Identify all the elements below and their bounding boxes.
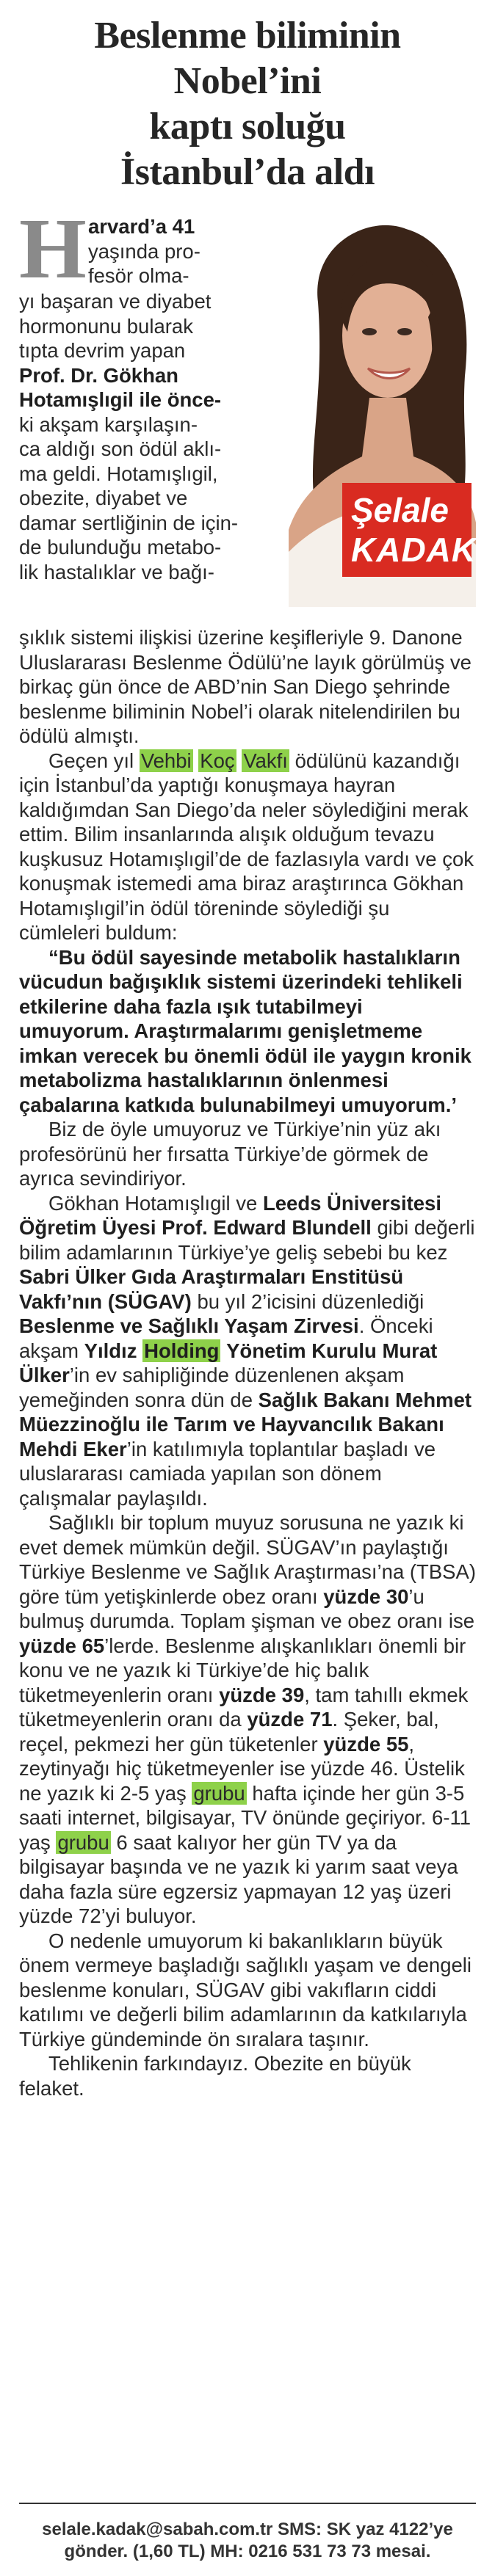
- paragraph-7: Tehlikenin farkındayız. Obezite en büyük felaket.: [19, 2052, 411, 2100]
- article-body: [19, 625, 476, 2100]
- lead-line: Hotamışlıgil ile önce-: [19, 388, 222, 411]
- author-byline: [342, 483, 477, 577]
- lead-line: lik hastalıklar ve bağı-: [19, 560, 214, 583]
- highlight: grubu: [193, 1781, 245, 1805]
- paragraph-1: şıklık sistemi ilişkisi üzerine keşifleriyle 9. Danone Uluslararası Beslenme Ödülü’ne layık görülmüş ve birkaç gün önce de ABD’nin San Diego şehrinde beslenme biliminin Nobel’i olarak nitelendirilen bu ödülü almıştı.: [19, 626, 471, 747]
- headline: [19, 0, 476, 195]
- lead-line: fesör olma-: [88, 264, 189, 287]
- drop-cap: H: [19, 200, 87, 296]
- highlight: grubu: [57, 1830, 109, 1854]
- contact-line: selale.kadak@sabah.com.tr SMS: SK yaz 4122’ye: [42, 2519, 453, 2539]
- contact-line: gönder. (1,60 TL) MH: 0216 531 73 73 mesai.: [64, 2542, 431, 2561]
- lead-line: Prof. Dr. Gökhan: [19, 363, 178, 387]
- lead-line: tıpta devrim yapan: [19, 339, 186, 362]
- lead-line: ca aldığı son ödül aklı-: [19, 437, 222, 460]
- lead-line: yaşında pro-: [88, 239, 200, 263]
- lead-text: [19, 200, 287, 584]
- lead-line: de bulunduğu metabo-: [19, 536, 222, 559]
- lead-section: [19, 200, 477, 625]
- paragraph-6: O nedenle umuyorum ki bakanlıkların büyük önem vermeye başladığı sağlıklı yaşam ve dengeli beslenme konuları, SÜGAV gibi vakıfların ciddi katılımı ve değerli bilim adamlarının da katkılarıyla Türkiye gündeminde ön sıralara taşınır.: [19, 1929, 472, 2051]
- pull-quote: “Bu ödül sayesinde metabolik hastalıkların vücudun bağışıklık sistemi üzerindeki tehlikeli etkilerine daha fazla ışık tutabilmeyi umuyorum. Araştırmalarımı genişletmeme imkan verecek bu önemli ödül ile yaygın kronik metabolizma hastalıklarının önlenmesi çabalarına katkıda bulunabilmeyi umuyorum.’: [19, 945, 471, 1116]
- highlight: Holding: [144, 1339, 220, 1362]
- paragraph-2: Geçen yıl Vehbi Koç Vakfı ödülünü kazandığı için İstanbul’da yaptığı konuşmaya hayran kaldığımdan San Diego’da neler söylediğini merak ettim. Bilim insanlarında alışık olduğum tevazu kuşkusuz Hotamışlıgil’de de fazlasıyla vardı ve çok konuşmak istemedi ama biraz araştırınca Gökhan Hotamışlıgil’in ödül töreninde söylediği şu cümleleri buldum:: [19, 749, 474, 944]
- highlight: Koç: [200, 749, 235, 772]
- author-contact: [0, 2519, 495, 2563]
- lead-line: ma geldi. Hotamışlıgil,: [19, 462, 218, 485]
- author-first-name: Şelale: [351, 491, 449, 529]
- paragraph-4: Gökhan Hotamışlıgil ve Leeds Üniversitesi Öğretim Üyesi Prof. Edward Blundell gibi değerli bilim adamlarının Türkiye’ye geliş sebebi bu kez Sabri Ülker Gıda Araştırmaları Enstitüsü Vakfı’nın (SÜGAV) bu yıl 2’icisini düzenlediği Beslenme ve Sağlıklı Yaşam Zirvesi. Önceki akşam Yıldız Holding Yönetim Kurulu Murat Ülker’in ev sahipliğinde düzenlenen akşam yemeğinden sonra dün de Sağlık Bakanı Mehmet Müezzinoğlu ile Tarım ve Hayvancılık Bakanı Mehdi Eker’in katılımıyla toplantılar başladı ve uluslararası camiada yapılan son dönem çalışmalar paylaşıldı.: [19, 1191, 475, 1510]
- lead-line: arvard’a 41: [88, 215, 195, 238]
- headline-line: kaptı soluğu: [149, 106, 346, 148]
- paragraph-5: Sağlıklı bir toplum muyuz sorusuna ne yazık ki evet demek mümkün değil. SÜGAV’ın paylaştığı Türkiye Beslenme ve Sağlık Araştırması’na (TBSA) göre tüm yetişkinlerde obez oranı yüzde 30’u bulmuş durumda. Toplam şişman ve obez oranı ise yüzde 65’lerde. Beslenme alışkanlıkları önemli bir konu ve ne yazık ki Türkiye’de hiç balık tüketmeyenlerin oranı yüzde 39, tam tahıllı ekmek tüketmeyenlerin oranı da yüzde 71. Şeker, bal, reçel, pekmezi her gün tüketenler yüzde 55, zeytinyağı hiç tüketmeyenler ise yüzde 46. Üstelik ne yazık ki 2-5 yaş grubu hafta içinde her gün 3-5 saati internet, bilgisayar, TV önünde geçiriyor. 6-11 yaş grubu 6 saat kalıyor her gün TV ya da bilgisayar başında ve ne yazık ki yarım saat veya daha fazla süre egzersiz yapmayan 12 yaş üzeri yüzde 72’yi buluyor.: [19, 1511, 477, 1927]
- highlight: Vakfı: [243, 749, 288, 772]
- lead-line: obezite, diyabet ve: [19, 487, 188, 509]
- headline-line: Beslenme biliminin: [94, 15, 401, 57]
- author-last-name: KADAK: [351, 531, 477, 569]
- paragraph-3: Biz de öyle umuyoruz ve Türkiye’nin yüz akı profesörünü her fırsatta Türkiye’de görmek de ayrıca sevindiriyor.: [19, 1118, 441, 1190]
- headline-line: Nobel’ini: [173, 60, 322, 102]
- headline-line: İstanbul’da aldı: [120, 151, 375, 193]
- lead-line: ki akşam karşılaşın-: [19, 412, 198, 436]
- footer-divider: [19, 2503, 476, 2504]
- lead-line: yı başaran ve diyabet: [19, 290, 212, 313]
- lead-line: hormonunu bularak: [19, 314, 193, 338]
- lead-line: damar sertliğinin de için-: [19, 511, 239, 534]
- highlight: Vehbi: [140, 749, 192, 772]
